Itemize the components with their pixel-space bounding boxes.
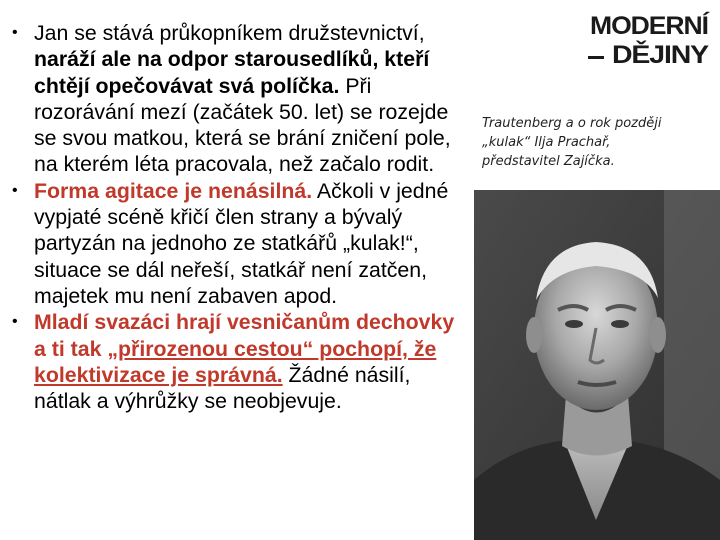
caption-line-2: „kulak“ Ilja Prachař, <box>482 135 611 150</box>
bullet-dot-icon: • <box>12 24 18 41</box>
bullet-3-underlined: „přirozenou cestou“ pochopí, že kolektivizace je správná. <box>34 336 437 387</box>
bullet-item-1 <box>12 20 470 178</box>
caption-line-3: představitel Zajíčka. <box>482 154 615 169</box>
bullet-item-2 <box>12 178 470 309</box>
bullet-1-rest: Při rozorávání mezí (začátek 50. let) se rozejde se svou matkou, která se brání zničení pole, na kterém léta pracovala, než začalo rodit. <box>34 73 451 177</box>
bullet-list <box>12 20 470 414</box>
moderni-dejiny-logo <box>586 8 710 68</box>
bullet-2-rest: Ačkoli v jedné vypjaté scéně křičí člen strany a bývalý partyzán na jednoho ze statkářů „kulak!“, situace se dál neřeší, statkář není zatčen, majetek mu není zabaven apod. <box>34 178 449 308</box>
caption-line-1: Trautenberg a o rok později <box>482 116 662 131</box>
bullet-1-text: Jan se stává průkopníkem družstevnictví, <box>34 21 425 45</box>
portrait-photo <box>474 190 720 540</box>
bullet-2-highlight: Forma agitace je nenásilná. <box>34 178 313 203</box>
bullet-3-highlight: Mladí svazáci hrají vesničanům dechovky a ti tak <box>34 310 455 361</box>
bullet-1-bold: naráží ale na odpor starousedlíků, kteří chtějí opečovávat svá políčka. <box>34 47 430 98</box>
bullet-dot-icon: • <box>12 181 18 199</box>
logo-line-2: DĚJINY <box>612 41 697 68</box>
bullet-3-rest: Žádné násilí, nátlak a výhrůžky se neobjevuje. <box>34 362 411 414</box>
bullet-dot-icon: • <box>12 313 18 331</box>
bullet-item-3 <box>12 309 470 414</box>
logo-line-1: MODERNÍ <box>590 12 702 40</box>
photo-caption <box>482 114 712 171</box>
logo-dash <box>588 56 604 59</box>
